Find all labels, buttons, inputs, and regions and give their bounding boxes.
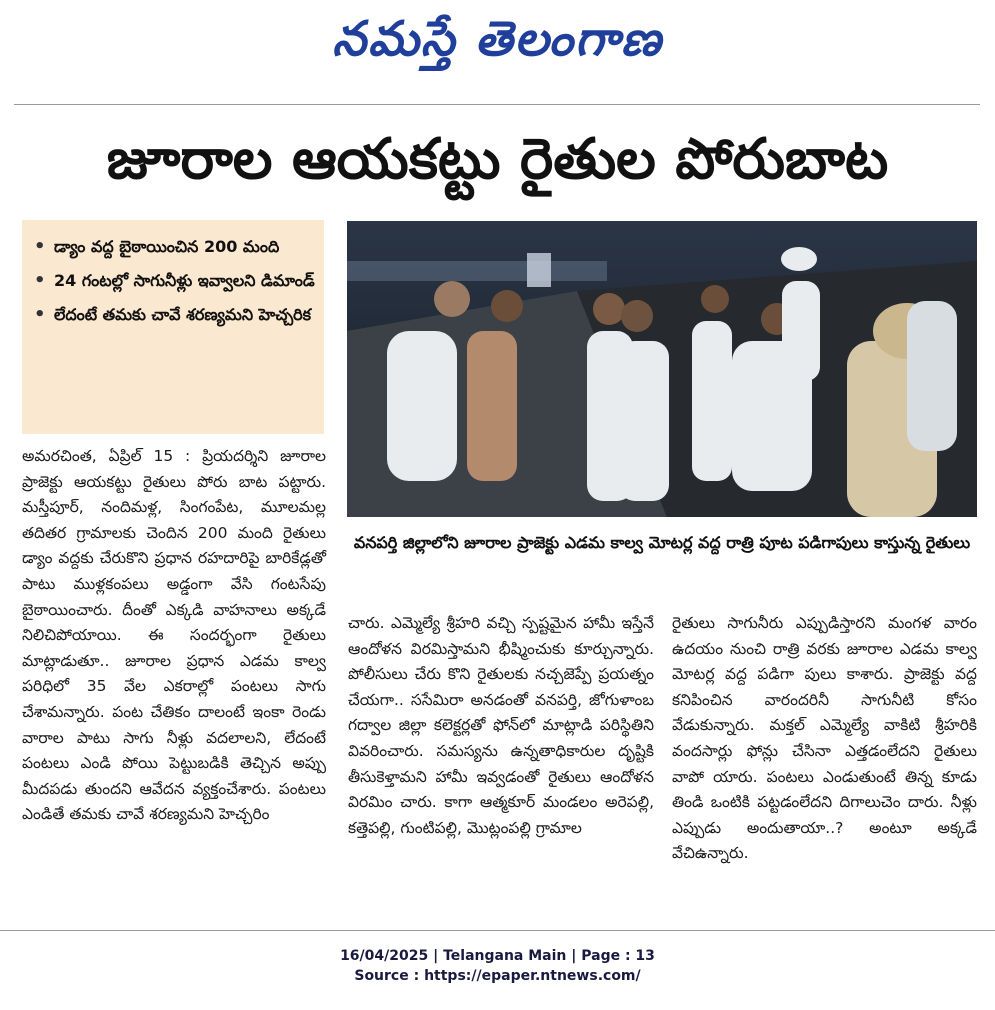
highlight-item <box>32 298 324 332</box>
column-text: అమరచింత, ఏప్రిల్ 15 : ప్రియదర్శిని జూరాల ప్రాజెక్టు ఆయకట్టు రైతులు పోరు బాట పట్టారు. మస్తీపూర్, నందిమళ్ల, సింగంపేట, మూలమల్ల తదితర గ్రామాలకు చెందిన 200 మంది రైతులు డ్యాం వద్దకు చేరుకొని ప్రధాన రహదారిపై బారికేడ్లతో పాటు ముళ్లకంపలు అడ్డంగా వేసి గంటసేపు బైఠాయించారు. దీంతో ఎక్కడి వాహనాలు అక్కడే నిలిచిపోయాయి. ఈ సందర్భంగా రైతులు మాట్లాడుతూ.. జూరాల ప్రధాన ఎడమ కాల్వ పరిధిలో 35 వేల ఎకరాల్లో పంటలు సాగు చేశామన్నారు. పంట చేతికం దాలంటే ఇంకా రెండు వారాల పాటు సాగు నీళ్లు వదలాలని, లేదంటే పంటలు ఎండి పోయి పెట్టుబడికి తెచ్చిన అప్పు మీదపడు తుందని ఆవేదన వ్యక్తంచేశారు. పంటలు ఎండితే తమకు చావే శరణ్యమని హెచ్చరిం <box>22 447 326 824</box>
highlight-text: లేదంటే తమకు చావే శరణ్యమని హెచ్చరిక <box>54 305 311 324</box>
footer-source-line[interactable]: Source : https://epaper.ntnews.com/ <box>354 968 641 984</box>
news-photo <box>347 221 977 517</box>
highlight-item <box>32 230 324 264</box>
article-column-3 <box>672 611 977 867</box>
highlights-box <box>22 220 324 434</box>
article-headline: జూరాల ఆయకట్టు రైతుల పోరుబాట <box>106 127 889 192</box>
highlight-item <box>32 264 324 298</box>
column-text: రైతులు సాగునీరు ఎప్పుడిస్తారని మంగళ వారం ఉదయం నుంచి రాత్రి వరకు జూరాల ఎడమ కాల్వ మోటర్ల వద్ద పడిగా పులు కాశారు. ప్రాజెక్టు వద్ద కనిపించిన వారందరినీ సాగునీటి కోసం వేడుకున్నారు. మక్తల్ ఎమ్మెల్యే వాకిటి శ్రీహరికి వందసార్లు ఫోన్లు చేసినా ఎత్తడంలేదని రైతులు వాపో యారు. పంటలు ఎండుతుంటే తిన్న కూడు తిండి ఒంటికి పట్టడంలేదని దిగాలుచెం దారు. నీళ్లు ఎప్పుడు అందుతాయా..? అంటూ అక్కడే వేచిఉన్నారు. <box>672 614 977 863</box>
footer-date-line: 16/04/2025 | Telangana Main | Page : 13 <box>340 948 655 964</box>
article-column-1 <box>22 444 326 828</box>
highlight-text: 24 గంటల్లో సాగునీళ్లు ఇవ్వాలని డిమాండ్ <box>54 271 315 290</box>
photo-illustration <box>347 221 977 517</box>
footer <box>0 946 995 986</box>
bullet-icon: • <box>34 270 46 291</box>
photo-caption: వనపర్తి జిల్లాలోని జూరాల ప్రాజెక్టు ఎడమ కాల్వ మోటర్ల వద్ద రాత్రి పూట పడిగాపులు కాస్తున్న రైతులు <box>353 533 971 552</box>
masthead-logo: నమస్తే తెలంగాణ <box>332 11 663 67</box>
highlight-text: డ్యాం వద్ద బైఠాయించిన 200 మంది <box>54 237 280 256</box>
top-divider <box>14 104 980 105</box>
column-text: చారు. ఎమ్మెల్యే శ్రీహరి వచ్చి స్పష్టమైన హామీ ఇస్తేనే ఆందోళన విరమిస్తామని భీష్మించుకు కూర్చున్నారు. పోలీసులు చేరు కొని రైతులకు నచ్చజెప్పే ప్రయత్నం చేయగా.. ససేమిరా అనడంతో వనపర్తి, జోగుళాంబ గద్వాల జిల్లా కలెక్టర్లతో ఫోన్‌లో మాట్లాడి పరిస్థితిని వివరించారు. సమస్యను ఉన్నతాధికారుల దృష్టికి తీసుకెళ్తామని హామీ ఇవ్వడంతో రైతులు ఆందోళన విరమిం చారు. కాగా ఆత్మకూర్ మండలం అరెపల్లి, కత్తెపల్లి, గుంటిపల్లి, మొట్లంపల్లి గ్రామాల <box>348 614 654 837</box>
bottom-divider <box>0 930 995 931</box>
bullet-icon: • <box>34 236 46 257</box>
bullet-icon: • <box>34 304 46 325</box>
article-column-2 <box>348 611 654 841</box>
